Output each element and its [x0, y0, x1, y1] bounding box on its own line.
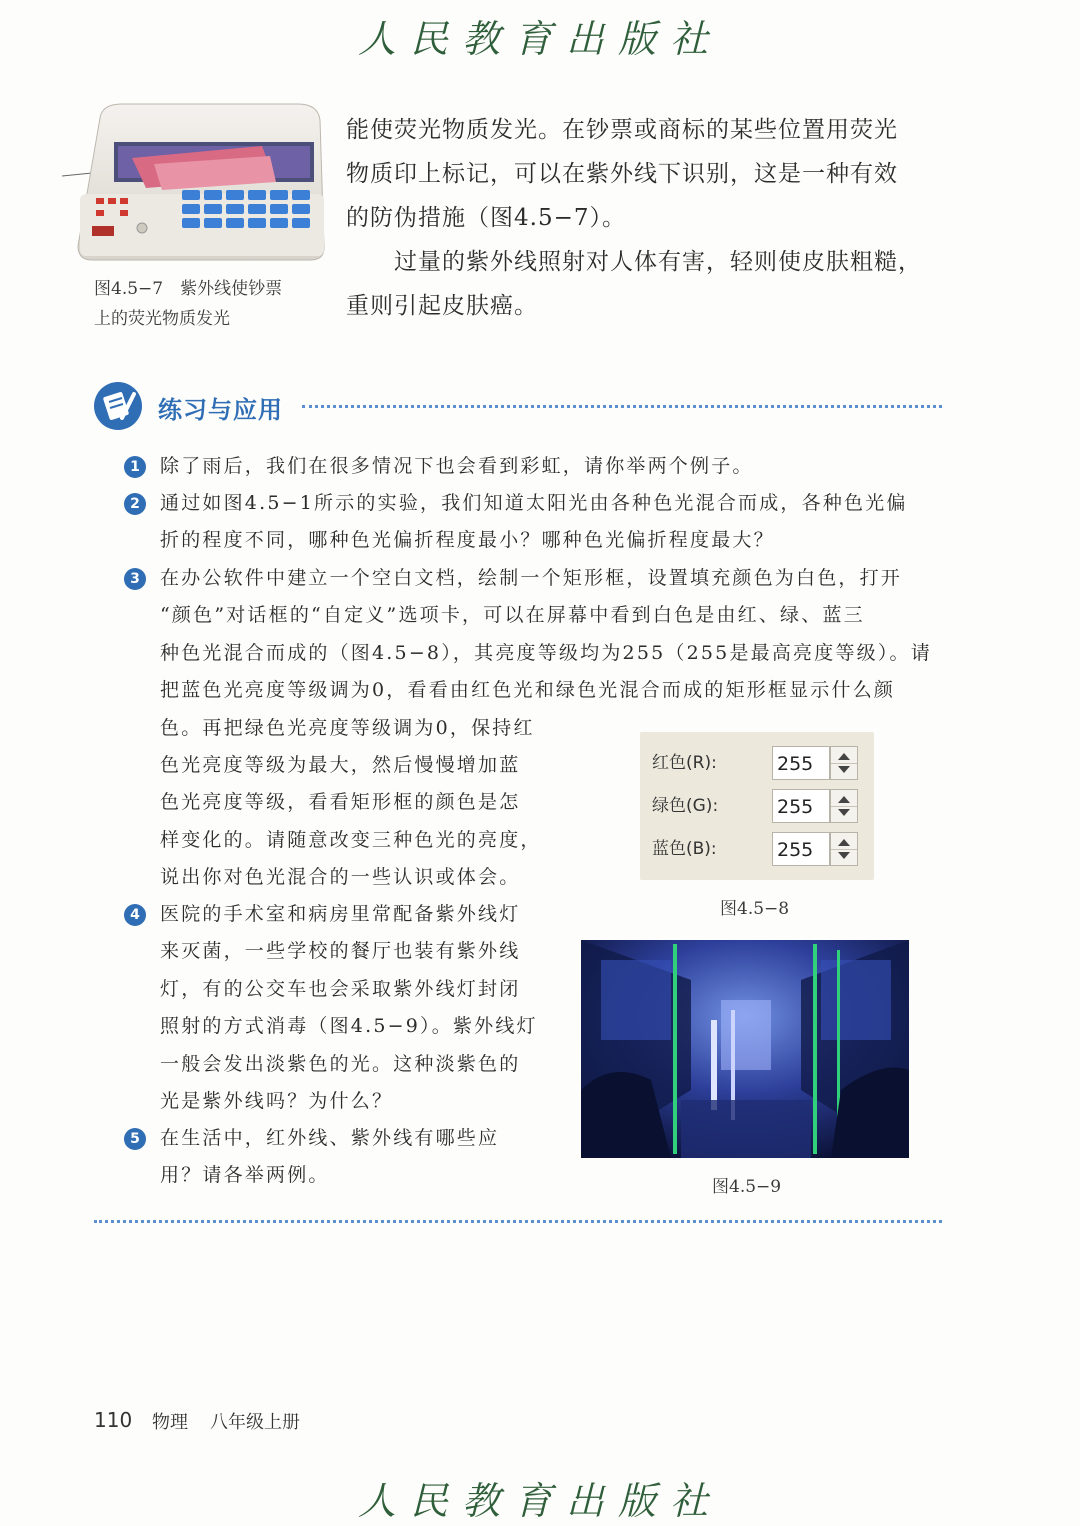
caption-line: 图4.5−7 紫外线使钞票: [94, 279, 283, 299]
blue-label: 蓝色(B):: [652, 839, 717, 859]
exercise-line: 医院的手术室和病房里常配备紫外线灯: [160, 903, 521, 925]
paragraph-line: 物质印上标记，可以在紫外线下识别，这是一种有效: [346, 161, 898, 187]
publisher-watermark-top: 人民教育出版社: [357, 17, 722, 61]
exercise-number-2: 2: [124, 493, 146, 515]
section-title: 练习与应用: [158, 396, 283, 424]
exercise-line: “颜色”对话框的“自定义”选项卡，可以在屏幕中看到白色是由红、绿、蓝三: [160, 604, 865, 627]
exercise-line: 在办公软件中建立一个空白文档，绘制一个矩形框，设置填充颜色为白色，打开: [160, 567, 903, 589]
money-detector-image: [62, 98, 330, 266]
blue-value-input[interactable]: 255: [772, 832, 830, 866]
figure-caption-4-5-8: 图4.5−8: [720, 899, 790, 919]
paragraph-line: 重则引起皮肤癌。: [346, 293, 538, 319]
exercise-line: 在生活中，红外线、紫外线有哪些应: [160, 1127, 500, 1149]
exercise-line: 一般会发出淡紫色的光。这种淡紫色的: [160, 1052, 521, 1075]
exercise-number-1: 1: [124, 456, 146, 478]
exercise-line: 照射的方式消毒（图4.5−9）。紫外线灯: [160, 1015, 538, 1038]
exercise-number-3: 3: [124, 568, 146, 590]
exercise-number-4: 4: [124, 904, 146, 926]
exercise-2-text: [160, 485, 940, 560]
uv-bus-interior-image: [581, 940, 909, 1158]
exercise-line: 灯，有的公交车也会采取紫外线灯封闭: [160, 977, 521, 1000]
figure-caption-4-5-7: [94, 274, 324, 334]
section-divider: [302, 405, 942, 408]
figure-caption-4-5-9: 图4.5−9: [712, 1177, 782, 1197]
exercise-line: 用？请各举两例。: [160, 1164, 330, 1187]
spin-up-icon[interactable]: [838, 753, 850, 760]
exercise-line: 光是紫外线吗？为什么？: [160, 1090, 394, 1113]
blue-spinner[interactable]: [830, 832, 858, 866]
green-value-input[interactable]: 255: [772, 789, 830, 823]
exercise-line: 色光亮度等级为最大，然后慢慢增加蓝: [160, 754, 521, 777]
exercise-number-5: 5: [124, 1128, 146, 1150]
exercise-line: 样变化的。请随意改变三种色光的亮度，: [160, 828, 542, 851]
exercise-5-text: [160, 1120, 560, 1195]
exercise-line: 色。再把绿色光亮度等级调为0，保持红: [160, 716, 535, 739]
color-dialog-panel: [640, 732, 874, 880]
paragraph-line: 过量的紫外线照射对人体有害，轻则使皮肤粗糙，: [394, 249, 922, 275]
spin-down-icon[interactable]: [838, 766, 850, 773]
spin-down-icon[interactable]: [838, 809, 850, 816]
exercise-line: 说出你对色光混合的一些认识或体会。: [160, 866, 521, 889]
paragraph-line: 能使荧光物质发光。在钞票或商标的某些位置用荧光: [346, 117, 898, 143]
paragraph-uv-harm: [346, 240, 956, 328]
green-label: 绿色(G):: [652, 796, 719, 816]
paragraph-fluorescence: [346, 108, 956, 240]
notebook-pen-icon: [92, 380, 144, 432]
exercise-1-text: 除了雨后，我们在很多情况下也会看到彩虹，请你举两个例子。: [160, 455, 754, 477]
exercise-line: 色光亮度等级，看看矩形框的颜色是怎: [160, 791, 521, 814]
caption-line: 上的荧光物质发光: [94, 309, 230, 329]
paragraph-line: 的防伪措施（图4.5−7）。: [346, 205, 626, 231]
exercise-line: 来灭菌，一些学校的餐厅也装有紫外线: [160, 940, 521, 963]
bottom-divider: [94, 1220, 942, 1223]
exercise-line: 通过如图4.5−1所示的实验，我们知道太阳光由各种色光混合而成，各种色光偏: [160, 492, 908, 514]
exercise-line: 种色光混合而成的（图4.5−8），其亮度等级均为255（255是最高亮度等级）。请: [160, 641, 932, 664]
red-value-input[interactable]: 255: [772, 746, 830, 780]
page-number: 110: [94, 1408, 133, 1432]
spin-down-icon[interactable]: [838, 852, 850, 859]
footer-grade: 八年级上册: [210, 1412, 300, 1433]
green-spinner[interactable]: [830, 789, 858, 823]
spin-up-icon[interactable]: [838, 839, 850, 846]
red-label: 红色(R):: [652, 753, 717, 773]
red-spinner[interactable]: [830, 746, 858, 780]
footer-subject: 物理: [152, 1412, 188, 1433]
exercise-line: 把蓝色光亮度等级调为0，看看由红色光和绿色光混合而成的矩形框显示什么颜: [160, 679, 896, 702]
exercise-line: 折的程度不同，哪种色光偏折程度最小？哪种色光偏折程度最大？: [160, 529, 775, 552]
publisher-watermark-bottom: 人民教育出版社: [357, 1479, 722, 1523]
exercise-4-text: [160, 896, 560, 1120]
spin-up-icon[interactable]: [838, 796, 850, 803]
